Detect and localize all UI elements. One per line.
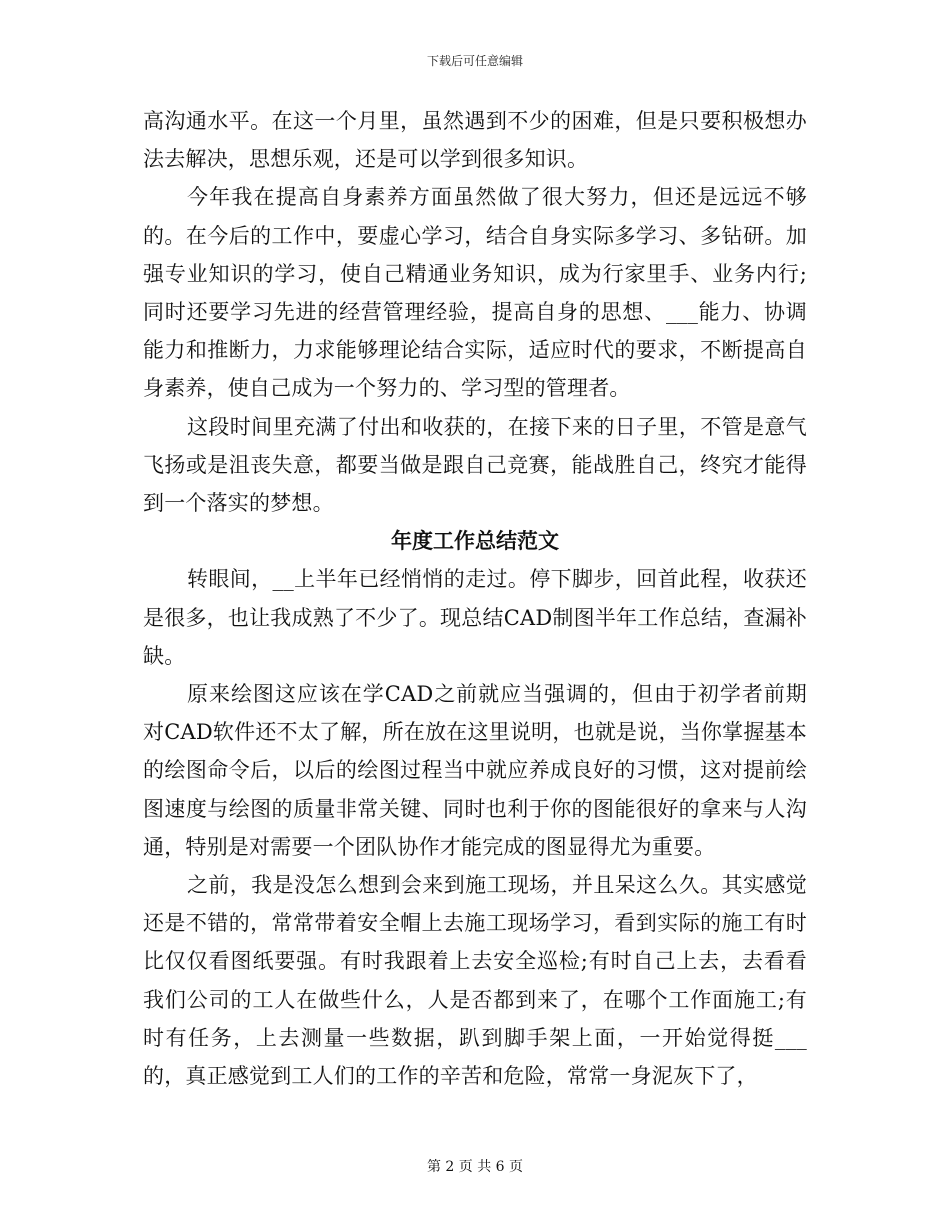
paragraph-self-improvement: 今年我在提高自身素养方面虽然做了很大努力，但还是远远不够的。在今后的工作中，要虚心学习，结合自身实际多学习、多钻研。加强专业知识的学习，使自己精通业务知识，成为行家里手、业务内行;同时还要学习先进的经营管理经验，提高自身的思想、___能力、协调能力和推断力，力求能够理论结合实际，适应时代的要求，不断提高自身素养，使自己成为一个努力的、学习型的管理者。: [143, 185, 807, 401]
paragraph-drawing-habits: 原来绘图这应该在学CAD之前就应当强调的，但由于初学者前期对CAD软件还不太了解，所在放在这里说明，也就是说，当你掌握基本的绘图命令后，以后的绘图过程当中就应养成良好的习惯，这对提前绘图速度与绘图的质量非常关键、同时也利于你的图能很好的拿来与人沟通，特别是对需要一个团队协作才能完成的图显得尤为重要。: [143, 682, 807, 859]
paragraph-site-experience: 之前，我是没怎么想到会来到施工现场，并且呆这么久。其实感觉还是不错的，常常带着安全帽上去施工现场学习，看到实际的施工有时比仅仅看图纸要强。有时我跟着上去安全巡检;有时自己上去，去看看我们公司的工人在做些什么，人是否都到来了，在哪个工作面施工;有时有任务，上去测量一些数据，趴到脚手架上面，一开始觉得挺___的，真正感觉到工人们的工作的辛苦和危险，常常一身泥灰下了，: [143, 873, 807, 1089]
document-body: [143, 102, 807, 1095]
paragraph-conclusion: 这段时间里充满了付出和收获的，在接下来的日子里，不管是意气飞扬或是沮丧失意，都要当做是跟自己竞赛，能战胜自己，终究才能得到一个落实的梦想。: [143, 414, 807, 516]
paragraph-continuation: 高沟通水平。在这一个月里，虽然遇到不少的困难，但是只要积极想办法去解决，思想乐观，还是可以学到很多知识。: [143, 109, 807, 172]
page-footer: 第 2 页 共 6 页: [426, 1159, 524, 1175]
paragraph-intro: 转眼间，__上半年已经悄悄的走过。停下脚步，回首此程，收获还是很多，也让我成熟了不少了。现总结CAD制图半年工作总结，查漏补缺。: [143, 567, 807, 668]
page-header: 下载后可任意编辑: [426, 54, 523, 68]
section-title: 年度工作总结范文: [391, 529, 559, 554]
